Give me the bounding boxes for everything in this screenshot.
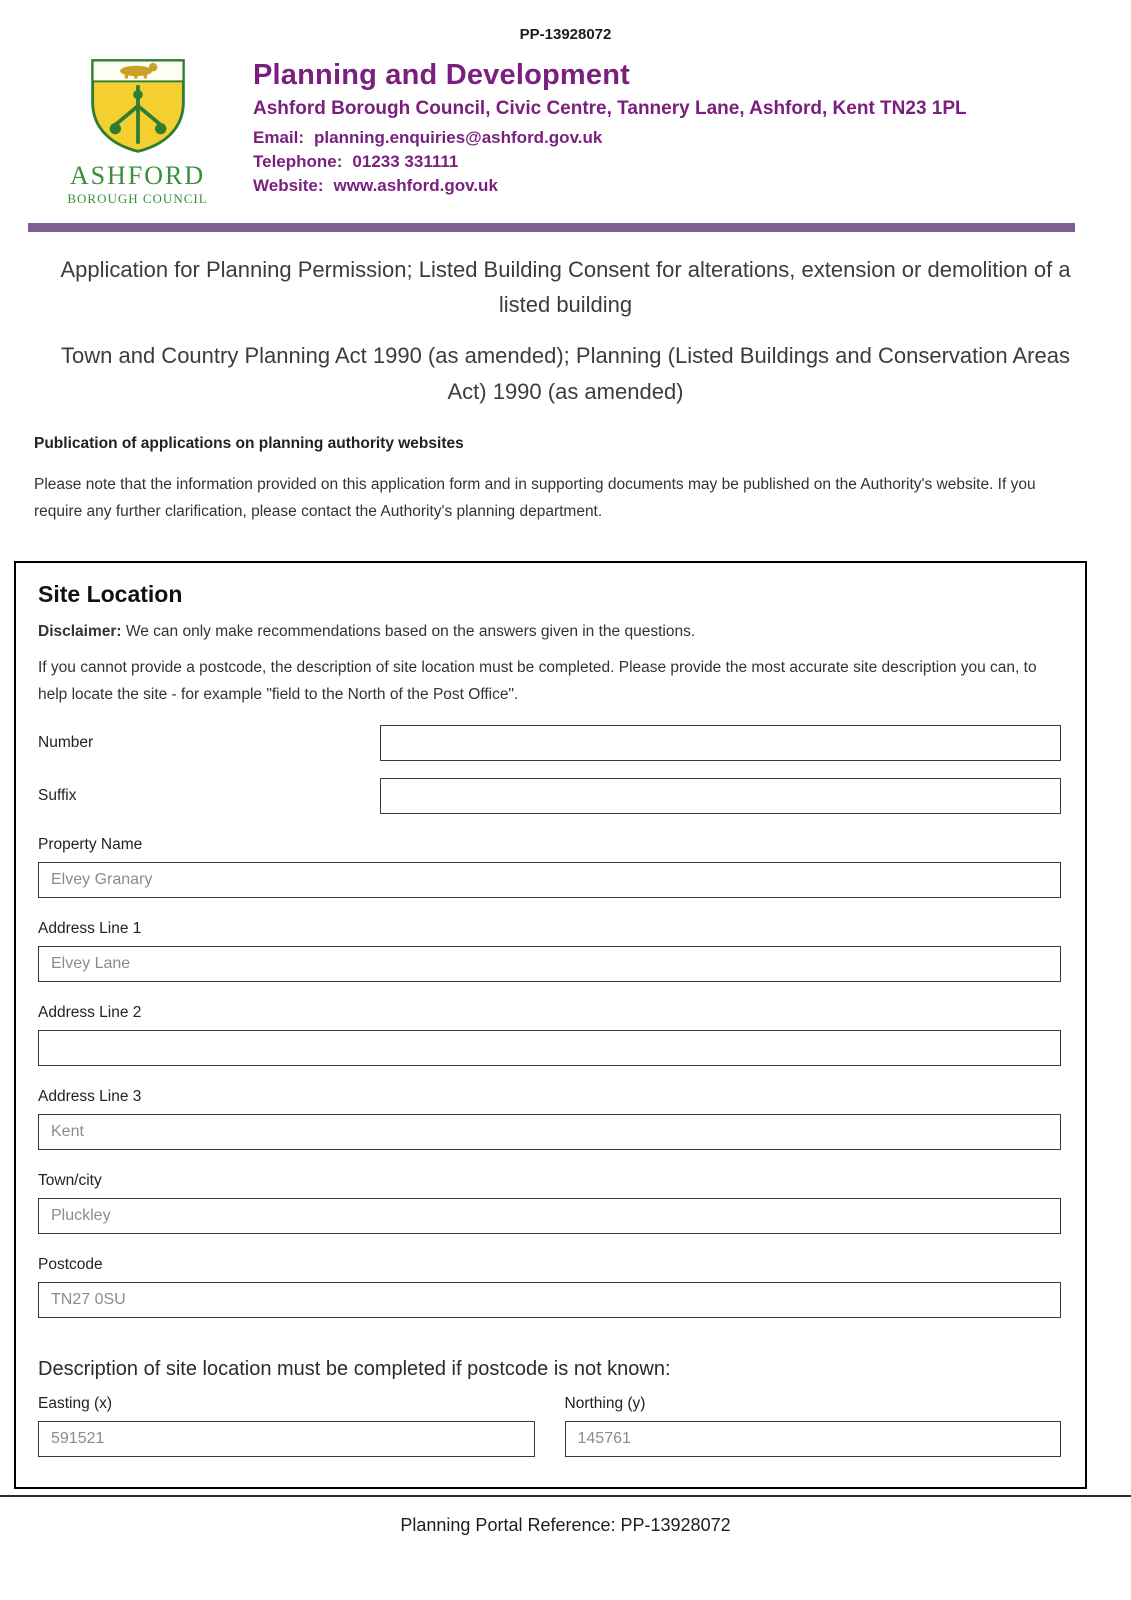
field-row-number [38,725,1061,761]
property-name-label: Property Name [38,835,143,853]
disclaimer-label: Disclaimer: [38,623,122,640]
council-crest-icon [78,53,198,157]
field-row-address-line-2 [38,1004,1061,1066]
address-line-2-label: Address Line 2 [38,1003,142,1021]
website-line [253,176,967,196]
council-address: Ashford Borough Council, Civic Centre, Tannery Lane, Ashford, Kent TN23 1PL [253,98,967,119]
easting-label: Easting (x) [38,1394,113,1412]
number-input[interactable] [380,725,1061,761]
website-label: Website: [253,176,324,195]
disclaimer-text: We can only make recommendations based on the answers given in the questions. [125,623,696,640]
northing-input[interactable] [565,1421,1062,1457]
website-value: www.ashford.gov.uk [333,176,498,195]
town-city-label: Town/city [38,1171,102,1189]
disclaimer [38,620,1061,643]
field-row-address-line-1 [38,920,1061,982]
email-line [253,128,967,148]
address-line-2-input[interactable] [38,1030,1061,1066]
telephone-label: Telephone: [253,152,343,171]
publication-text: Please note that the information provided on this application form and in supporting documents may be published on the Authority's website. If you require any further clarification, please contact the Authority's planning department. [34,475,1036,520]
telephone-line [253,152,967,172]
council-name: ASHFORD [69,161,206,190]
postcode-label: Postcode [38,1255,103,1273]
email-label: Email: [253,128,305,147]
site-description-heading: Description of site location must be completed if postcode is not known: [38,1357,671,1380]
northing-label: Northing (y) [564,1394,646,1412]
field-row-town-city [38,1172,1061,1234]
header [50,53,1103,207]
field-row-postcode [38,1256,1061,1318]
footer [0,1495,1131,1536]
site-location-section [14,561,1087,1489]
field-row-suffix [38,778,1061,814]
form-title: Application for Planning Permission; Listed Building Consent for alterations, extension or demolition of a listed building [60,257,1071,318]
town-city-input[interactable] [38,1198,1061,1234]
property-name-input[interactable] [38,862,1061,898]
field-row-property-name [38,836,1061,898]
email-value: planning.enquiries@ashford.gov.uk [314,128,603,147]
address-line-1-input[interactable] [38,946,1061,982]
department-title: Planning and Development [253,59,631,91]
easting-field [38,1395,535,1457]
address-line-1-label: Address Line 1 [38,919,142,937]
council-subname: BOROUGH COUNCIL [67,191,208,206]
form-reference-number: PP-13928072 [519,26,612,43]
form-subtitle: Town and Country Planning Act 1990 (as amended); Planning (Listed Buildings and Conservation Areas Act) 1990 (as amended) [61,343,1070,404]
publication-heading: Publication of applications on planning authority websites [34,434,464,452]
council-logo [50,53,225,207]
address-line-3-input[interactable] [38,1114,1061,1150]
header-contact-block [253,53,967,196]
field-row-address-line-3 [38,1088,1061,1150]
footer-divider [0,1495,1131,1497]
header-divider [28,223,1075,232]
postcode-input[interactable] [38,1282,1061,1318]
number-label: Number [38,733,94,751]
address-line-3-label: Address Line 3 [38,1087,142,1105]
suffix-label: Suffix [38,786,77,804]
northing-field [565,1395,1062,1457]
site-location-heading: Site Location [38,581,183,607]
coordinates-row [38,1395,1061,1457]
easting-input[interactable] [38,1421,535,1457]
telephone-value: 01233 331111 [352,152,459,171]
site-location-intro: If you cannot provide a postcode, the description of site location must be completed. Please provide the most accurate site description you can, to help locate the site - for example "field to the North of the Post Office". [38,659,1037,703]
planning-portal-reference: Planning Portal Reference: PP-13928072 [400,1515,731,1535]
suffix-input[interactable] [380,778,1061,814]
